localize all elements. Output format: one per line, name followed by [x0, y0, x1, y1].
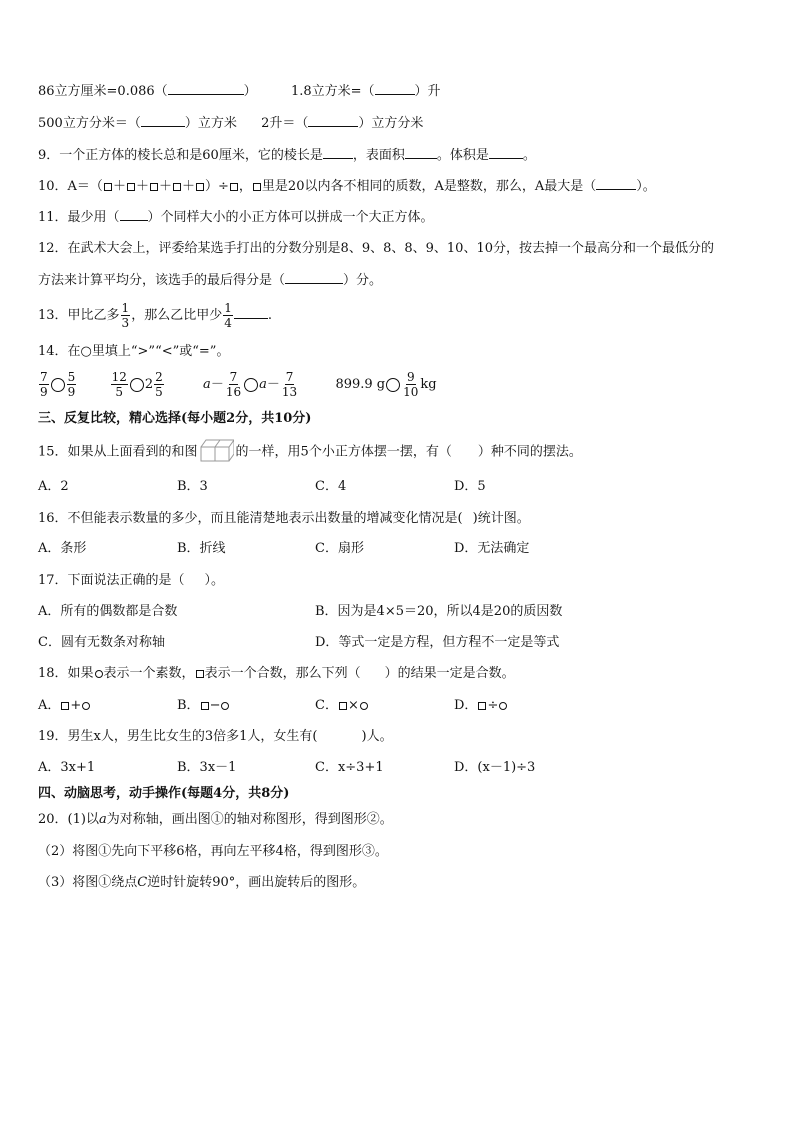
square-symbol	[127, 183, 135, 191]
square-symbol	[61, 702, 69, 710]
square-symbol	[150, 183, 158, 191]
text: 为对称轴，画出图①的轴对称图形，得到图形②。	[106, 812, 393, 827]
option-text: D．无法确定	[454, 541, 530, 556]
text: ）升	[414, 84, 441, 99]
option-text: A．2	[38, 479, 69, 494]
numerator: 7	[40, 370, 48, 384]
answer-blank[interactable]	[489, 146, 523, 159]
answer-blank[interactable]	[285, 271, 343, 284]
option-c[interactable]	[315, 759, 384, 777]
question-20-part-2	[38, 843, 388, 861]
fraction	[39, 370, 49, 399]
option-b[interactable]	[177, 540, 226, 558]
fraction	[67, 370, 77, 399]
fraction	[121, 301, 131, 330]
text: 10．A＝（	[38, 179, 103, 194]
question-14	[38, 343, 229, 361]
text: 16．不但能表示数量的多少，而且能清楚地表示出数量的增减变化情况是(	[38, 511, 463, 526]
question-14-items: $\frac{7}{9}$ $\frac{5}{9}$ $\frac{12}{5}$ 2 $\frac{2}{5}$ a－ $\frac{7}{16}$ a－ $\frac{7}{13}$ 899.9 g $\frac{9}{10}$ kg	[40, 370, 437, 399]
operator: +	[70, 698, 82, 713]
option-text: A．	[38, 698, 61, 713]
option-d[interactable]	[454, 697, 508, 715]
option-a[interactable]	[38, 603, 177, 621]
variable: a	[259, 377, 267, 392]
variable: a	[98, 812, 107, 827]
question-18	[38, 665, 515, 683]
denominator: 13	[281, 385, 298, 399]
text: 86立方厘米=0.086（	[38, 84, 168, 99]
option-text: D．	[454, 698, 478, 713]
operator: ÷	[487, 698, 499, 713]
text: 四、动脑思考，动手操作(每题4分，共8分)	[38, 786, 290, 801]
option-b[interactable]	[315, 603, 562, 621]
option-text: A．条形	[38, 541, 87, 556]
denominator: 5	[155, 385, 163, 399]
text: 14．在○里填上“>”“<”或“=”。	[38, 344, 230, 359]
question-13	[38, 300, 272, 332]
option-d[interactable]	[454, 540, 529, 558]
numerator: 5	[67, 370, 76, 384]
question-17	[38, 572, 224, 590]
text: )统计图。	[472, 511, 530, 526]
text: 表示一个合数，那么下列（	[204, 666, 361, 681]
denominator: 3	[121, 316, 130, 330]
answer-blank[interactable]	[120, 208, 148, 221]
variable: a	[203, 377, 211, 392]
denominator: 9	[67, 385, 76, 399]
question-10	[38, 177, 656, 196]
option-text: B．3	[177, 479, 208, 494]
square-symbol	[173, 183, 181, 191]
fraction	[223, 301, 233, 330]
option-d[interactable]	[454, 478, 486, 496]
denominator: 4	[224, 316, 232, 330]
cube-top-view-icon	[200, 436, 234, 468]
section-4-heading	[38, 785, 289, 803]
unit-conversion-row-1	[38, 82, 441, 101]
option-text: C．扇形	[315, 541, 364, 556]
denominator: 16	[225, 385, 242, 399]
question-20-part-1	[38, 811, 393, 829]
numerator: 1	[121, 301, 130, 315]
question-9	[38, 146, 536, 165]
question-12-cont	[38, 271, 382, 290]
text: 20．(1)以	[38, 812, 99, 827]
denominator: 9	[40, 385, 48, 399]
compare-circle[interactable]	[386, 378, 400, 392]
text: 2升＝（	[261, 116, 309, 131]
question-19	[38, 728, 393, 746]
fraction	[154, 370, 164, 399]
circle-symbol	[95, 670, 103, 678]
text: 的一样，用5个小正方体摆一摆，有（	[235, 444, 452, 460]
text: （2）将图①先向下平移6格，再向左平移4格，得到图形③。	[38, 844, 388, 859]
text: （3）将图①绕点	[38, 875, 138, 890]
option-c[interactable]	[315, 478, 346, 496]
text: )人。	[361, 729, 393, 744]
text: ，那么乙比甲少	[131, 308, 223, 323]
text: ，	[238, 179, 252, 194]
compare-circle[interactable]	[244, 378, 258, 392]
text: 15．如果从上面看到的和图	[38, 444, 198, 460]
option-c[interactable]	[315, 540, 364, 558]
square-symbol	[196, 183, 204, 191]
option-c[interactable]	[38, 634, 165, 652]
question-11	[38, 208, 434, 227]
option-text: B．	[177, 698, 200, 713]
numerator: 7	[285, 370, 294, 384]
text: 18．如果	[38, 666, 94, 681]
circle-symbol	[360, 702, 368, 710]
circle-symbol	[82, 702, 90, 710]
question-12	[38, 240, 714, 258]
text: 方法来计算平均分，该选手的最后得分是（	[38, 273, 286, 288]
option-text: C．圆有无数条对称轴	[38, 635, 165, 650]
option-text: D．等式一定是方程，但方程不一定是等式	[315, 635, 560, 650]
text: ）	[243, 84, 257, 99]
question-16	[38, 510, 530, 528]
text: 12．在武术大会上，评委给某选手打出的分数分别是8、9、8、8、9、10、10分，按去掉一个最高分和一个最低分的	[38, 241, 714, 256]
fraction	[402, 370, 419, 399]
option-d[interactable]	[315, 634, 559, 652]
text: 三、反复比较，精心选择(每小题2分，共10分)	[38, 411, 312, 426]
unit: kg	[420, 377, 437, 392]
text: ＋	[135, 179, 149, 194]
denominator: 10	[403, 385, 419, 399]
text: 里是20以内各不相同的质数，A是整数，那么，A最大是（	[261, 179, 597, 194]
text: 逆时针旋转90°，画出旋转后的图形。	[147, 875, 366, 890]
compare-circle[interactable]	[51, 378, 65, 392]
text: ＋	[181, 179, 195, 194]
unit-conversion-row-2	[38, 114, 423, 133]
fraction	[281, 370, 298, 399]
numerator: 2	[155, 370, 163, 384]
option-text: B．3x－1	[177, 760, 237, 775]
variable: C	[137, 875, 148, 890]
numerator: 12	[111, 370, 127, 384]
option-b[interactable]	[177, 478, 208, 496]
text: ＋	[112, 179, 126, 194]
denominator: 5	[115, 385, 124, 399]
option-c[interactable]	[315, 697, 369, 715]
fraction	[225, 370, 242, 399]
text: ）。	[204, 573, 225, 588]
answer-blank[interactable]	[168, 82, 244, 95]
answer-blank[interactable]	[308, 114, 358, 127]
question-20-part-3	[38, 874, 365, 892]
text: 19．男生x人，男生比女生的3倍多1人，女生有(	[38, 729, 318, 744]
answer-blank[interactable]	[141, 114, 185, 127]
option-text: B．折线	[177, 541, 226, 556]
square-symbol	[196, 670, 204, 678]
circle-symbol	[499, 702, 507, 710]
operator: ×	[347, 698, 359, 713]
text: ）的结果一定是合数。	[384, 666, 515, 681]
option-text: B．因为是4×5＝20，所以4是20的质因数	[315, 604, 563, 619]
option-text: D．5	[454, 479, 486, 494]
square-symbol	[339, 702, 347, 710]
mass-value: 899.9 g	[335, 377, 386, 392]
option-d[interactable]	[454, 759, 535, 777]
text: ）种不同的摆法。	[477, 444, 582, 460]
circle-symbol	[221, 702, 229, 710]
numerator: 1	[224, 301, 232, 315]
text: 1.8立方米=（	[290, 84, 375, 99]
text: ）立方分米	[358, 116, 424, 131]
option-text: D．(x－1)÷3	[454, 760, 536, 775]
option-text: A．所有的偶数都是合数	[38, 604, 178, 619]
question-15	[38, 436, 582, 469]
option-a[interactable]	[38, 478, 69, 496]
option-a[interactable]	[38, 759, 95, 777]
text: 9．一个正方体的棱长总和是60厘米，它的棱长是	[38, 148, 323, 163]
option-text: C．x÷3+1	[315, 760, 384, 775]
text: ＋	[158, 179, 172, 194]
numerator: 9	[406, 370, 415, 384]
square-symbol	[201, 702, 209, 710]
text: 500立方分米＝（	[38, 116, 141, 131]
text: 17．下面说法正确的是（	[38, 573, 185, 588]
option-text: A．3x+1	[38, 760, 96, 775]
text: ）÷	[205, 179, 229, 194]
text: .	[267, 308, 272, 323]
text: ）个同样大小的小正方体可以拼成一个大正方体。	[147, 210, 434, 225]
square-symbol	[104, 183, 112, 191]
answer-blank[interactable]	[596, 177, 636, 190]
option-a[interactable]	[38, 697, 91, 715]
option-a[interactable]	[38, 540, 86, 558]
compare-circle[interactable]	[130, 378, 144, 392]
text: ）。	[636, 179, 656, 194]
answer-blank[interactable]	[234, 306, 268, 319]
answer-blank[interactable]	[375, 82, 415, 95]
text: 表示一个素数，	[103, 666, 195, 681]
square-symbol	[253, 183, 261, 191]
option-text: C．4	[315, 479, 347, 494]
option-b[interactable]	[177, 759, 236, 777]
square-symbol	[478, 702, 486, 710]
text: ）立方米	[184, 116, 237, 131]
text: ）分。	[343, 273, 383, 288]
section-3-heading	[38, 410, 311, 428]
square-symbol	[230, 183, 238, 191]
option-text: C．	[315, 698, 338, 713]
text: ，表面积	[352, 148, 405, 163]
text: 。	[522, 148, 536, 163]
option-b[interactable]	[177, 697, 230, 715]
text: 11．最少用（	[38, 210, 120, 225]
numerator: 7	[229, 370, 238, 384]
operator: −	[209, 698, 221, 713]
answer-blank[interactable]	[405, 146, 437, 159]
text: 13．甲比乙多	[38, 308, 120, 323]
whole-number: 2	[144, 377, 154, 392]
answer-blank[interactable]	[323, 146, 353, 159]
fraction	[111, 370, 128, 399]
text: 。体积是	[436, 148, 489, 163]
